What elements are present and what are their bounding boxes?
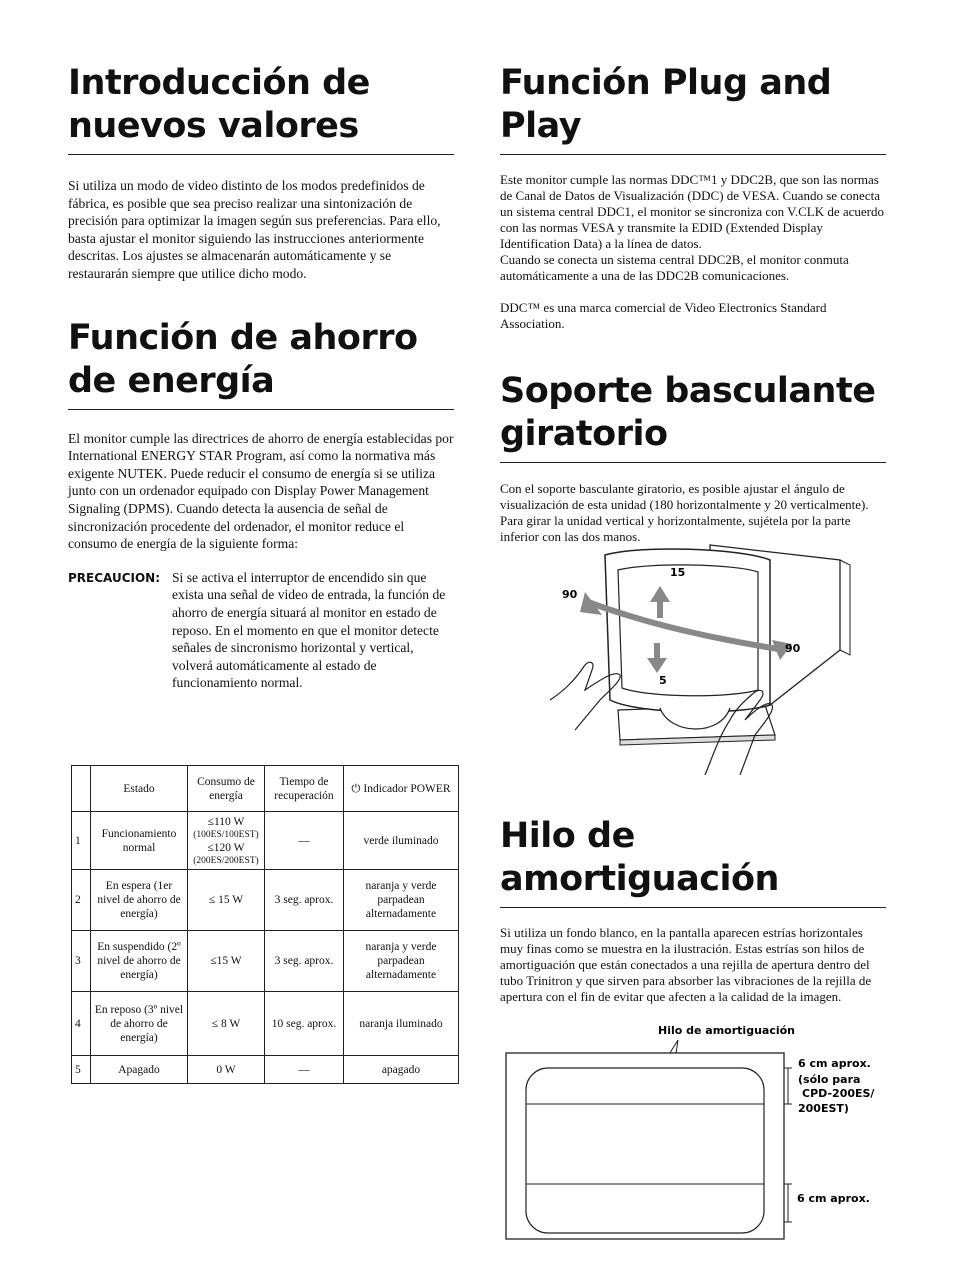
intro-body: Si utiliza un modo de video distinto de los modos predefinidos de fábrica, es posible que sea preciso realizar una sintonización de precisión para optimizar la imagen según sus preferencias. Para ello, basta ajustar el monitor siguiendo las instrucciones anteriormente descritas. Los ajustes se almacenarán automáticamente y se restaurarán siempre que utilice dicho modo. (68, 178, 441, 281)
plug-trademark: DDC™ es una marca comercial de Video Electronics Standard Association. (500, 300, 827, 331)
table-cell (72, 766, 91, 812)
angle-left-label: 90 (562, 588, 578, 601)
plug-body-1: Este monitor cumple las normas DDC™1 y DDC2B, que son las normas de Canal de Datos de Visualización (DDC) de VESA. Cuando se conecta un sistema central DDC1, el monitor se sincroniza con V.CLK de acuerdo con las normas VESA y transmite la EDID (Extended Display Identification Data) a la línea de datos. (500, 172, 885, 251)
power-icon: ⏻ (351, 782, 361, 795)
damper-section (500, 815, 886, 1005)
stand-title: Soporte basculante giratorio (500, 370, 886, 463)
left-column (68, 62, 454, 692)
header-indicador: ⏻ Indicador POWER (344, 766, 459, 812)
angle-down-label: 5 (659, 674, 667, 687)
consumo-cell: ≤110 W (100ES/100EST) ≤120 W (200ES/200EST) (188, 812, 265, 870)
header-tiempo: Tiempo de recuperación (265, 766, 344, 812)
right-column (500, 62, 886, 545)
monitor-swivel-illustration (540, 540, 860, 775)
stand-body-2: Para girar la unidad vertical y horizontalmente, sujétela por la parte inferior con las dos manos. (500, 513, 851, 544)
caution-block (68, 569, 454, 692)
plug-body-2: Cuando se conecta un sistema central DDC2B, el monitor conmuta automáticamente a una de las DDC2B comunicaciones. (500, 252, 849, 283)
table-row: 5 Apagado 0 W — apagado (72, 1056, 459, 1084)
damper-wire-diagram (500, 1018, 900, 1242)
table-row: 3 En suspendido (2º nivel de ahorro de energía) ≤15 W 3 seg. aprox. naranja y verde parpadean alternadamente (72, 931, 459, 992)
table-row: 2 En espera (1er nivel de ahorro de energía) ≤ 15 W 3 seg. aprox. naranja y verde parpadean alternadamente (72, 870, 459, 931)
dim-top-line1: 6 cm aprox. (798, 1057, 871, 1070)
angle-up-label: 15 (670, 566, 686, 579)
power-title: Función de ahorro de energía (68, 317, 454, 410)
table-row: 1 Funcionamiento normal ≤110 W (100ES/100EST) ≤120 W (200ES/200EST) — verde iluminado (72, 812, 459, 870)
dim-top-line3: CPD-200ES/ (802, 1087, 875, 1100)
plug-title: Función Plug and Play (500, 62, 886, 155)
table-header-row (72, 766, 459, 812)
angle-right-label: 90 (785, 642, 801, 655)
damper-body: Si utiliza un fondo blanco, en la pantalla aparecen estrías horizontales muy finas como se muestra en la ilustración. Estas estrías son hilos de amortiguación que están conectados a una rejilla de apertura dentro del tubo Trinitron y que sirven para absorber las vibraciones de la rejilla de apertura con el fin de evitar que afecten a la calidad de la imagen. (500, 925, 872, 1004)
screen (526, 1068, 764, 1233)
table-row: 4 En reposo (3º nivel de ahorro de energía) ≤ 8 W 10 seg. aprox. naranja iluminado (72, 992, 459, 1056)
header-estado: Estado (91, 766, 188, 812)
dim-top-line2: (sólo para (798, 1073, 861, 1086)
caution-text: Si se activa el interruptor de encendido sin que exista una señal de video de entrada, la función de ahorro de energía situará al monitor en estado de reposo. En el momento en que el monitor detecte señales de sincronismo horizontal y vertical, volverá automáticamente al estado de funcionamiento normal. (172, 569, 446, 691)
stand-body-1: Con el soporte basculante giratorio, es posible ajustar el ángulo de visualización de esta unidad (180 horizontalmente y 20 verticalmente). (500, 481, 869, 512)
dim-bottom: 6 cm aprox. (797, 1192, 870, 1205)
intro-title: Introducción de nuevos valores (68, 62, 454, 155)
dim-top-line4: 200EST) (798, 1102, 849, 1115)
power-table (71, 765, 459, 1084)
header-consumo: Consumo de energía (188, 766, 265, 812)
damper-title: Hilo de amortiguación (500, 815, 886, 908)
wire-label: Hilo de amortiguación (658, 1024, 796, 1037)
caution-label: PRECAUCION: (68, 570, 161, 585)
power-body: El monitor cumple las directrices de ahorro de energía establecidas por International ENERGY STAR Program, así como la normativa más exigente NUTEK. Puede reducir el consumo de energía si se utiliza junto con un ordenador equipado con Display Power Management Signaling (DPMS). Cuando detecta la ausencia de señal de sincronización procedente del ordenador, el monitor reduce el consumo de energía de la siguiente forma: (68, 430, 454, 552)
